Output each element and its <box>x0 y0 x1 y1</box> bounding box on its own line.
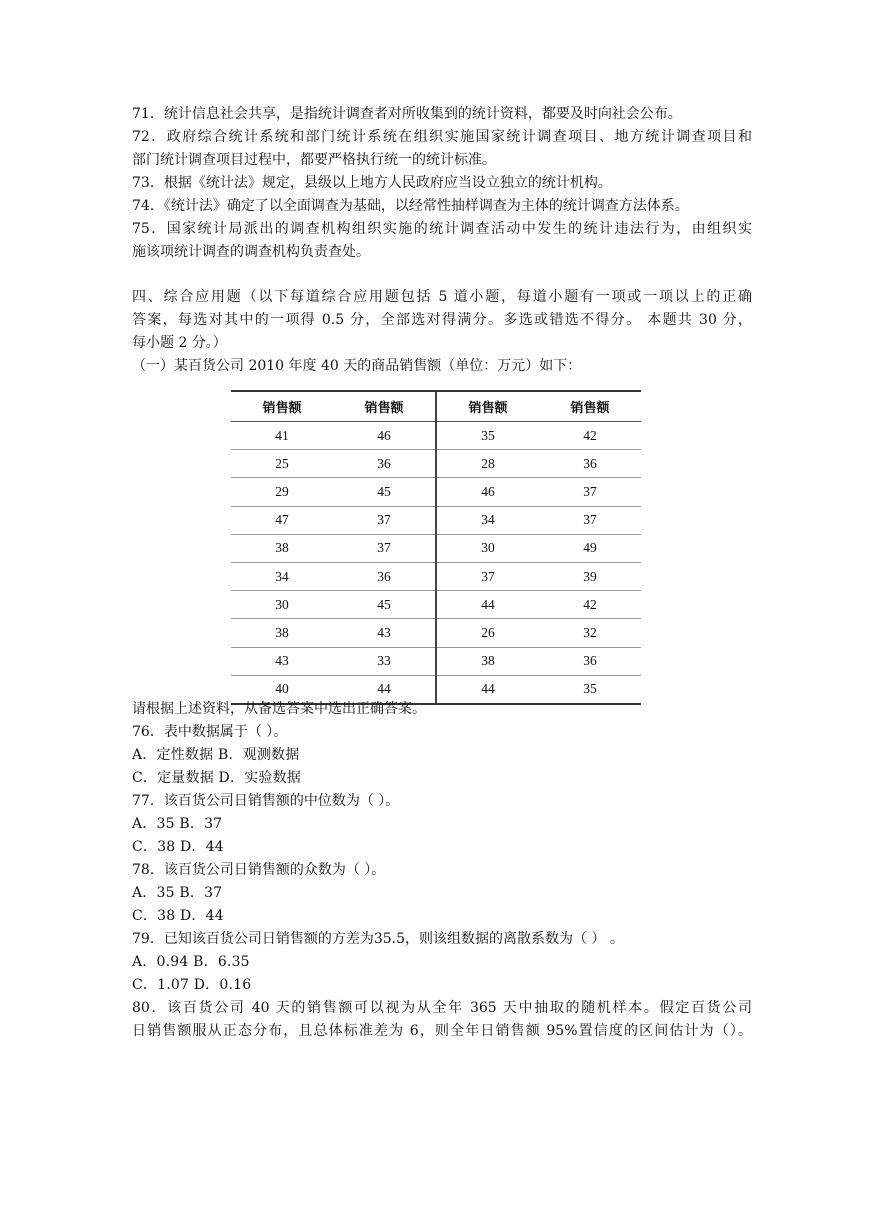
table-cell: 44 <box>436 591 539 619</box>
question-75-line-1: 75．国家统计局派出的调查机构组织实施的统计调查活动中发生的统计违法行为，由组织实 <box>132 221 752 237</box>
question-74: 74．《统计法》确定了以全面调查为基础，以经常性抽样调查为主体的统计调查方法体系。 <box>132 198 689 214</box>
table-row <box>231 562 641 590</box>
table-cell: 46 <box>436 478 539 506</box>
table-cell: 38 <box>231 619 333 647</box>
question-76-options-cd: C．定量数据 D．实验数据 <box>132 770 301 786</box>
question-80-line-2: 日销售额服从正态分布，且总体标准差为 6，则全年日销售额 95%置信度的区间估计为（）。 <box>132 1023 752 1039</box>
question-78: 78．该百货公司日销售额的众数为（ ）。 <box>132 862 386 878</box>
table-header: 销售额 <box>333 391 436 422</box>
table-header: 销售额 <box>539 391 641 422</box>
table-cell: 44 <box>436 675 539 704</box>
question-72-line-1: 72．政府综合统计系统和部门统计系统在组织实施国家统计调查项目、地方统计调查项目和 <box>132 129 752 145</box>
question-77-options-ab: A．35 B．37 <box>132 816 223 832</box>
section-heading-line-2: 答案，每选对其中的一项得 0.5 分，全部选对得满分。多选或错选不得分。 本题共 30 分， <box>132 312 752 328</box>
table-cell: 36 <box>333 562 436 590</box>
table-cell: 30 <box>231 591 333 619</box>
question-79-options-cd: C．1.07 D．0.16 <box>132 977 252 993</box>
table-cell: 49 <box>539 534 641 562</box>
question-79-options-ab: A．0.94 B．6.35 <box>132 954 250 970</box>
table-cell: 38 <box>231 534 333 562</box>
instruction: 请根据上述资料，从备选答案中选出正确答案。 <box>132 701 426 717</box>
question-77: 77．该百货公司日销售额的中位数为（ ）。 <box>132 793 400 809</box>
question-75-line-2: 施该项统计调查的调查机构负责查处。 <box>132 244 370 260</box>
table-cell: 36 <box>333 450 436 478</box>
table-cell: 46 <box>333 422 436 450</box>
table-cell: 36 <box>539 647 641 675</box>
table-cell: 29 <box>231 478 333 506</box>
question-73: 73．根据《统计法》规定，县级以上地方人民政府应当设立独立的统计机构。 <box>132 175 612 191</box>
table-cell: 37 <box>539 506 641 534</box>
section-heading-line-3: 每小题 2 分。） <box>132 335 227 351</box>
table-cell: 35 <box>539 675 641 704</box>
table-row <box>231 591 641 619</box>
table-cell: 36 <box>539 450 641 478</box>
section-heading-line-1: 四、综合应用题（以下每道综合应用题包括 5 道小题，每道小题有一项或一项以上的正确 <box>132 289 752 305</box>
question-72-line-2: 部门统计调查项目过程中，都要严格执行统一的统计标准。 <box>132 152 496 168</box>
question-80-line-1: 80．该百货公司 40 天的销售额可以视为从全年 365 天中抽取的随机样本。假定百货公司 <box>132 1000 752 1016</box>
table-header: 销售额 <box>436 391 539 422</box>
question-77-options-cd: C．38 D．44 <box>132 839 224 855</box>
question-76-options-ab: A．定性数据 B．观测数据 <box>132 747 300 763</box>
table-cell: 37 <box>333 506 436 534</box>
table-cell: 28 <box>436 450 539 478</box>
table-cell: 25 <box>231 450 333 478</box>
case-questions <box>132 698 752 1043</box>
table-cell: 43 <box>333 619 436 647</box>
table-row <box>231 506 641 534</box>
table-row <box>231 534 641 562</box>
question-78-options-cd: C．38 D．44 <box>132 908 224 924</box>
table-cell: 26 <box>436 619 539 647</box>
table-cell: 45 <box>333 591 436 619</box>
table-cell: 37 <box>436 562 539 590</box>
table-cell: 40 <box>231 675 333 704</box>
table-cell: 37 <box>333 534 436 562</box>
table-cell: 30 <box>436 534 539 562</box>
table-cell: 34 <box>436 506 539 534</box>
table-cell: 32 <box>539 619 641 647</box>
table-row <box>231 450 641 478</box>
question-78-options-ab: A．35 B．37 <box>132 885 223 901</box>
question-76: 76．表中数据属于（ ）。 <box>132 724 288 740</box>
true-false-questions <box>132 103 752 264</box>
sales-table <box>231 390 641 705</box>
table-cell: 38 <box>436 647 539 675</box>
table-cell: 33 <box>333 647 436 675</box>
table-cell: 41 <box>231 422 333 450</box>
question-79: 79．已知该百货公司日销售额的方差为35.5，则该组数据的离散系数为（ ） 。 <box>132 931 624 947</box>
table-cell: 47 <box>231 506 333 534</box>
table-cell: 39 <box>539 562 641 590</box>
table-cell: 42 <box>539 422 641 450</box>
case-intro: （一）某百货公司 2010 年度 40 天的商品销售额（单位：万元）如下： <box>132 358 582 374</box>
table-cell: 44 <box>333 675 436 704</box>
table-cell: 34 <box>231 562 333 590</box>
table-cell: 45 <box>333 478 436 506</box>
table-header: 销售额 <box>231 391 333 422</box>
table-cell: 35 <box>436 422 539 450</box>
table-header-row <box>231 391 641 422</box>
table-cell: 43 <box>231 647 333 675</box>
question-71: 71．统计信息社会共享，是指统计调查者对所收集到的统计资料，都要及时向社会公布。 <box>132 106 682 122</box>
table-row <box>231 647 641 675</box>
comprehensive-section <box>132 286 752 378</box>
table-row <box>231 422 641 450</box>
table-cell: 37 <box>539 478 641 506</box>
table-cell: 42 <box>539 591 641 619</box>
table-row <box>231 478 641 506</box>
table-row <box>231 619 641 647</box>
